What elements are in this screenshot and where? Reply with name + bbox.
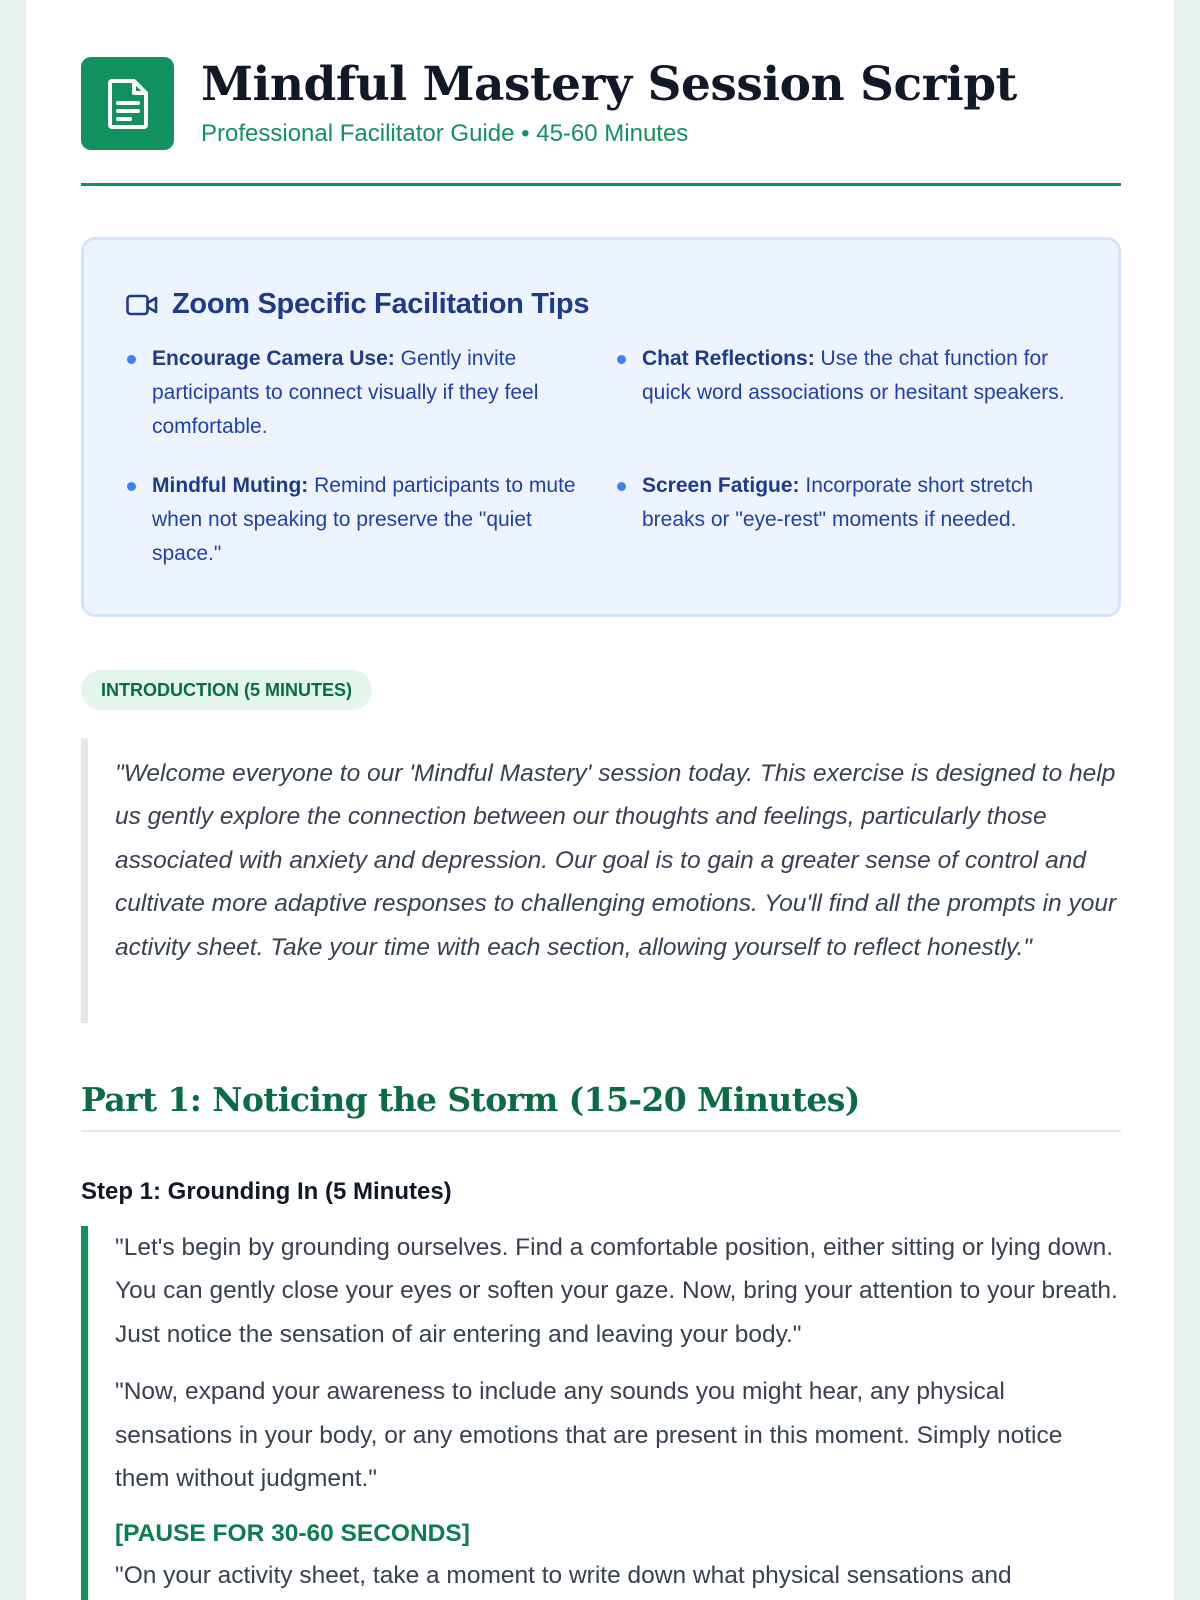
script-paragraph: "Let's begin by grounding ourselves. Find a comfortable position, either sitting or lying down. You can gently close your eyes or soften your gaze. Now, bring your attention to your breath. Just notice the sensation of air entering and leaving your body." [115, 1234, 1118, 1348]
tip-label: Screen Fatigue: [642, 474, 800, 497]
step-1-heading: Step 1: Grounding In (5 Minutes) [81, 1178, 452, 1205]
bullet-icon [127, 482, 136, 491]
section-divider [81, 1130, 1121, 1132]
bullet-icon [127, 355, 136, 364]
zoom-tips-box [81, 237, 1121, 617]
introduction-quote: "Welcome everyone to our 'Mindful Mastery' session today. This exercise is designed to help us gently explore the connection between our thoughts and feelings, particularly those associated with anxiety and depression. Our goal is to gain a greater sense of control and cultivate more adaptive responses to challenging emotions. You'll find all the prompts in your activity sheet. Take your time with each section, allowing yourself to reflect honestly." [81, 738, 1121, 1023]
script-paragraph: "On your activity sheet, take a moment to write down what physical sensations and [115, 1562, 1012, 1590]
video-camera-icon [126, 294, 158, 316]
tip-text: Incorporate short stretch breaks or "eye-rest" moments if needed. [642, 474, 1033, 531]
tip-label: Chat Reflections: [642, 347, 815, 370]
part-1-heading: Part 1: Noticing the Storm (15-20 Minutes) [81, 1080, 860, 1119]
tips-title: Zoom Specific Facilitation Tips [172, 288, 590, 320]
bullet-icon [617, 482, 626, 491]
bullet-icon [617, 355, 626, 364]
script-paragraph: "Now, expand your awareness to include any sounds you might hear, any physical sensations in your body, or any emotions that are present in this moment. Simply notice them without judgment." [115, 1378, 1063, 1493]
tip-label: Mindful Muting: [152, 474, 309, 497]
tip-label: Encourage Camera Use: [152, 347, 395, 370]
step-1-script [81, 1226, 1121, 1600]
pause-instruction: [PAUSE FOR 30-60 SECONDS] [115, 1520, 470, 1548]
tip-text: Gently invite participants to connect visually if they feel comfortable. [152, 347, 539, 438]
document-header [81, 57, 1121, 186]
tip-item [642, 342, 1082, 410]
tip-text: Remind participants to mute when not speaking to preserve the "quiet space." [152, 474, 576, 565]
tip-item [642, 469, 1082, 537]
tip-item [152, 469, 592, 571]
document-icon [81, 57, 174, 150]
tip-text: Use the chat function for quick word associations or hesitant speakers. [642, 347, 1065, 404]
section-badge-introduction: INTRODUCTION (5 MINUTES) [81, 670, 372, 710]
document-page [26, 0, 1174, 1600]
tip-item [152, 342, 592, 444]
page-title: Mindful Mastery Session Script [201, 57, 1017, 112]
page-subtitle: Professional Facilitator Guide • 45-60 Minutes [201, 120, 689, 147]
